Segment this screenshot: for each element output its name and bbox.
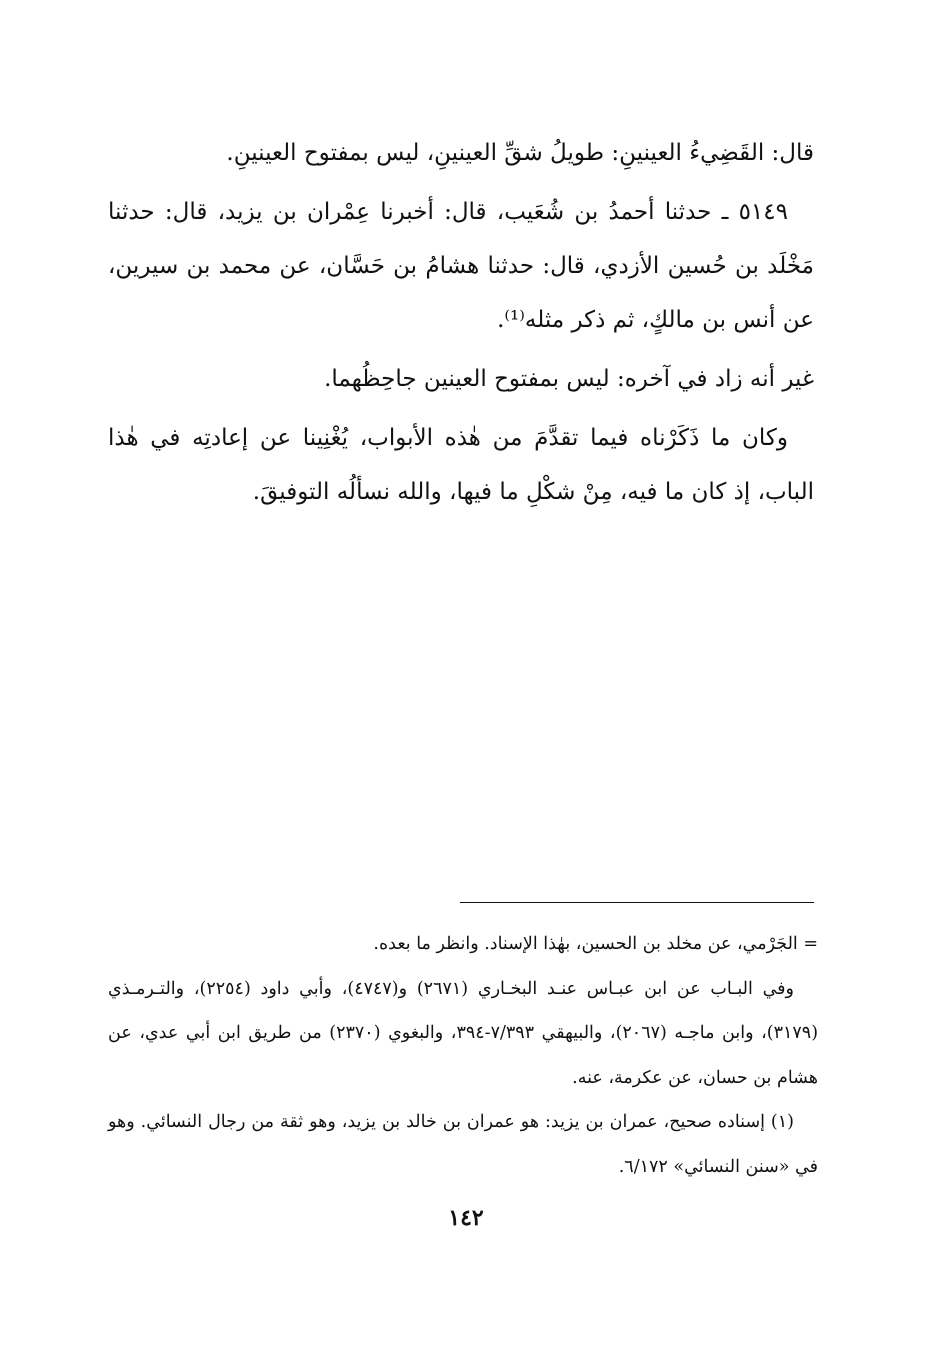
footnote-1: (١) إسناده صحيح، عمران بن يزيد: هو عمران بن خالد بن يزيد، وهو ثقة من رجال النسائي. وهو في «سنن النسائي» ٦/١٧٢. bbox=[108, 1112, 818, 1177]
footnote-separator bbox=[460, 902, 814, 903]
main-paragraph-hadith-5149: ٥١٤٩ ـ حدثنا أحمدُ بن شُعَيب، قال: أخبرنا عِمْران بن يزيد، قال: حدثنا مَخْلَد بن حُسين الأزدي، قال: حدثنا هشامُ بن حَسَّان، عن محمد بن سيرين، عن أنس بن مالكٍ، ثم ذكر مثله⁽¹⁾. bbox=[108, 199, 814, 333]
footnote-continuation: = الجَرْمي، عن مخلد بن الحسين، بهٰذا الإسناد. وانظر ما بعده. bbox=[373, 934, 818, 954]
footnote-paragraph: وفي البـاب عن ابن عبـاس عنـد البخـاري (٢٦٧١) و(٤٧٤٧)، وأبي داود (٢٢٥٤)، والتـرمـذي (٣١٧٩)، وابن ماجـه (٢٠٦٧)، والبيهقي ٧/٣٩٣-٣٩٤، والبغوي (٢٣٧٠) من طريق ابن أبي عدي، عن هشام بن حسان، عن عكرمة، عنه. bbox=[108, 978, 819, 1088]
page-number: ١٤٢ bbox=[448, 1205, 484, 1231]
main-paragraph-1: قال: القَضِيءُ العينينِ: طويلُ شقِّ العينينِ، ليس بمفتوح العينينِ. bbox=[226, 140, 814, 166]
main-text-block bbox=[108, 126, 814, 524]
footnotes-block bbox=[108, 922, 818, 1189]
main-paragraph-4: وكان ما ذَكَرْناه فيما تقدَّمَ من هٰذه الأبواب، يُغْنِينا عن إعادتِه في هٰذا الباب، إذ كان ما فيه، مِنْ شكْلِ ما فيها، والله نسألُه التوفيقَ. bbox=[108, 425, 814, 505]
main-paragraph-3: غير أنه زاد في آخره: ليس بمفتوح العينين جاحِظُهما. bbox=[324, 366, 814, 392]
